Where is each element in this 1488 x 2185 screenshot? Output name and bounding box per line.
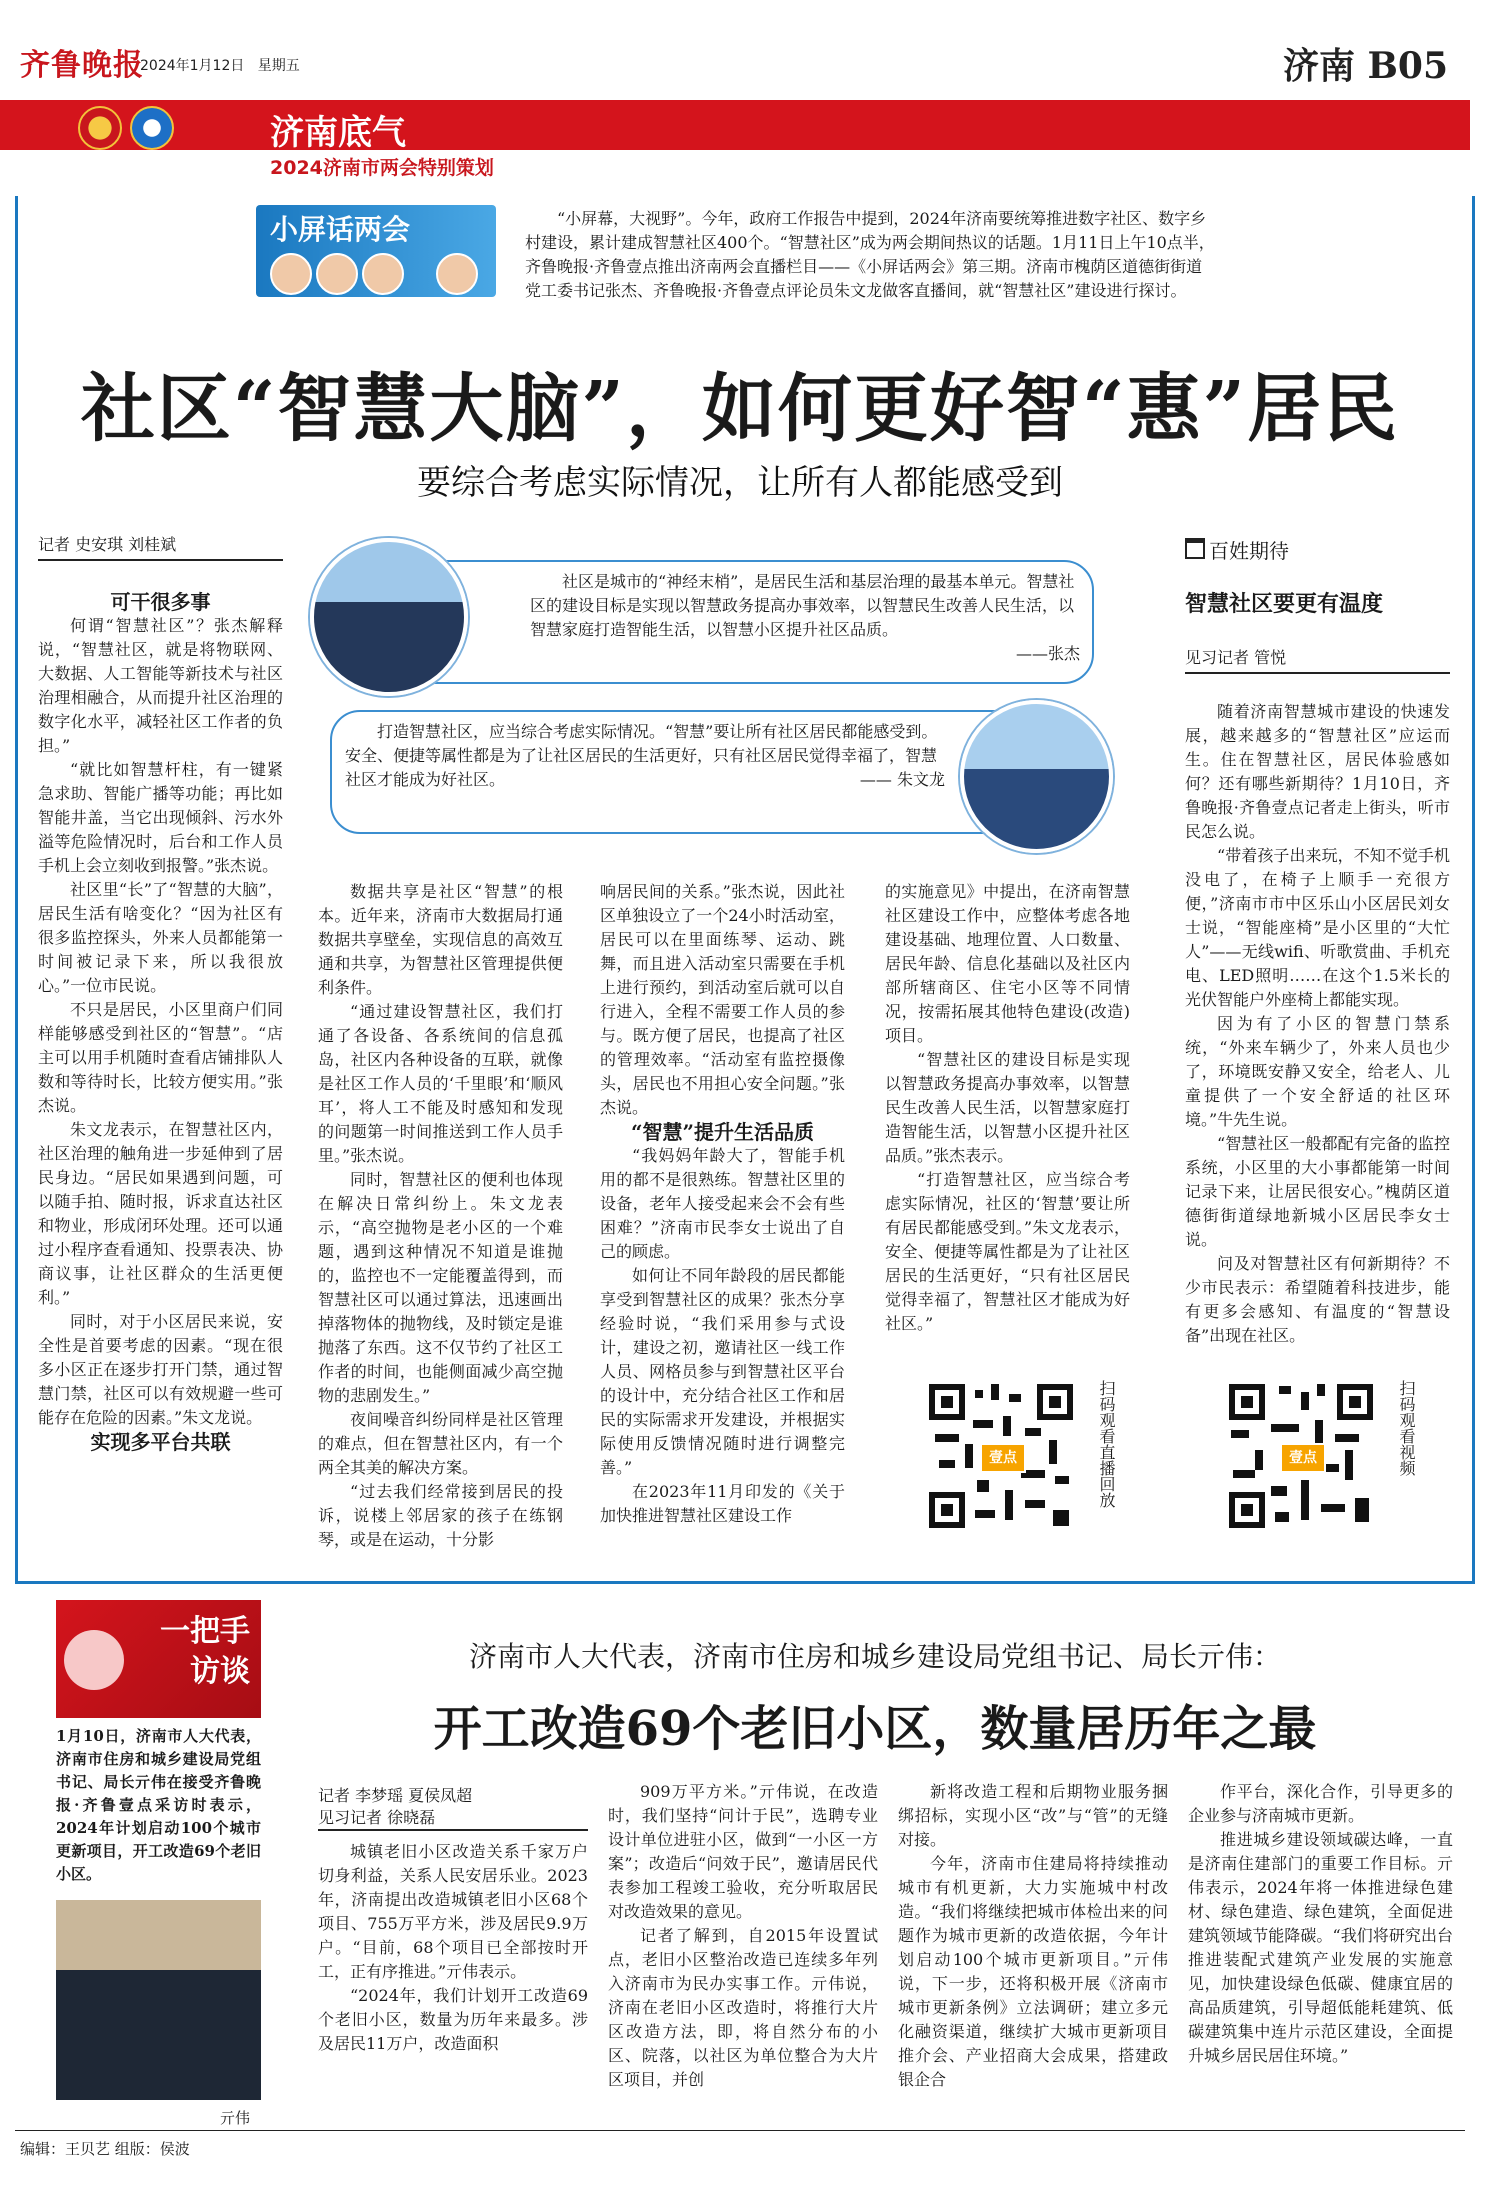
national-emblem-icon — [78, 106, 122, 150]
paragraph: “智慧社区的建设目标是实现以智慧政务提高办事效率，以智慧民生改善人民生活，以智慧家庭打造智能生活，以智慧小区提升社区品质。”张杰表示。 — [885, 1050, 1130, 1165]
paragraph: 响居民间的关系。”张杰说，因此社区单独设立了一个24小时活动室，居民可以在里面练琴、运动、跳舞，而且进入活动室只需要在手机上进行预约，到活动室后就可以自行进入，全程不需要工作人员的参与。既方便了居民，也提高了社区的管理效率。“活动室有监控摄像头，居民也不用担心安全问题。”张杰说。 — [600, 882, 845, 1117]
paragraph: 如何让不同年龄段的居民都能享受到智慧社区的成果？张杰分享经验时说，“我们采用参与式设计，建设之初，邀请社区一线工作人员、网格员参与到智慧社区平台的设计中，充分结合社区工作和居民的实际需求开发建设，并根据实际使用反馈情况随时进行调整完善。” — [600, 1266, 845, 1477]
paragraph: “过去我们经常接到居民的投诉，说楼上邻居家的孩子在练钢琴，或是在运动，十分影 — [318, 1482, 563, 1549]
quote-zhuwenlong-author: —— 朱文龙 — [859, 770, 945, 789]
paragraph: “我妈妈年龄大了，智能手机用的都不是很熟练。智慧社区里的设备，老年人接受起来会不会有些困难？”济南市民李女士说出了自己的顾虑。 — [600, 1146, 845, 1261]
bottom-column-2 — [608, 1780, 878, 2092]
bottom-headline: 开工改造69个老旧小区，数量居历年之最 — [433, 1701, 1317, 1757]
paragraph: “2024年，我们计划开工改造69个老旧小区，数量为历年来最多。涉及居民11万户，改造面积 — [318, 1986, 588, 2053]
paragraph: 随着济南智慧城市建设的快速发展，越来越多的“智慧社区”应运而生。住在智慧社区，居民体验感如何？还有哪些新期待？1月10日，齐鲁晚报·齐鲁壹点记者走上街头，听市民怎么说。 — [1185, 702, 1450, 841]
editors-credit: 编辑：王贝艺 组版：侯波 — [20, 2140, 190, 2158]
paragraph: 今年，济南市住建局将持续推动城市有机更新，大力实施城中村改造。“我们将继续把城市体检出来的问题作为城市更新的改造依据，今年计划启动100个城市更新项目。”亓伟说，下一步，还将积极开展《济南市城市更新条例》立法调研；建立多元化融资渠道，继续扩大城市更新项目推介会、产业招商大会成果，搭建政银企合 — [898, 1854, 1168, 2089]
main-headline: 社区“智慧大脑”，如何更好智“惠”居民 — [80, 366, 1400, 452]
bottom-reporters — [318, 1785, 588, 1831]
host-avatar-icon — [270, 253, 312, 295]
portrait-zhangjie — [310, 538, 468, 696]
guest-avatar-icon — [362, 253, 404, 295]
qr-label-video: 扫码观看视频 — [1397, 1380, 1416, 1476]
paragraph: 记者了解到，自2015年设置试点，老旧小区整治改造已连续多年列入济南市为民办实事工作。亓伟说，济南在老旧小区改造时，将推行大片区改造方法，即，将自然分布的小区、院落，以社区为单位整合为大片区项目，并创 — [608, 1926, 878, 2089]
paragraph: 因为有了小区的智慧门禁系统，“外来车辆少了，外来人员也少了，环境既安静又安全，给老人、儿童提供了一个安全舒适的社区环境。”牛先生说。 — [1185, 1014, 1450, 1129]
bottom-column-1 — [318, 1840, 588, 2056]
paragraph: 的实施意见》中提出，在济南智慧社区建设工作中，应整体考虑各地建设基础、地理位置、人口数量、居民年龄、信息化基础以及社区内部所辖商区、住宅小区等不同情况，按需拓展其他特色建设(改造)项目。 — [885, 882, 1130, 1045]
quote-zhangjie — [530, 570, 1080, 666]
section-subheading: 可干很多事 — [110, 590, 211, 614]
paragraph: 同时，对于小区居民来说，安全性是首要考虑的因素。“现在很多小区正在逐步打开门禁，通过智慧门禁，社区可以有效规避一些可能存在危险的因素。”朱文龙说。 — [38, 1312, 283, 1427]
issue-weekday: 星期五 — [257, 58, 300, 74]
paragraph: 问及对智慧社区有何新期待？不少市民表示：希望随着科技进步，能有更多会感知、有温度的“智慧设备”出现在社区。 — [1185, 1254, 1450, 1345]
microphone-icon — [64, 1630, 124, 1690]
reporters-byline: 记者 史安琪 刘桂斌 — [38, 532, 283, 561]
portrait-zhuwenlong — [960, 700, 1113, 853]
footer-rule — [15, 2130, 1465, 2131]
paragraph: 朱文龙表示，在智慧社区内，社区治理的触角进一步延伸到了居民身边。“居民如果遇到问题，可以随手拍、随时报，诉求直达社区和物业，形成闭环处理。还可以通过小程序查看通知、投票表决、协商议事，让社区群众的生活更便利。” — [38, 1120, 283, 1307]
expect-byline: 见习记者 管悦 — [1185, 645, 1450, 674]
paragraph: 推进城乡建设领域碳达峰，一直是济南住建部门的重要工作目标。亓伟表示，2024年将一体推进绿色建材、绿色建造、绿色建筑，全面促进建筑领域节能降碳。“我们将研究出台推进装配式建筑产业发展的实施意见，加快建设绿色低碳、健康宜居的高品质建筑，引导超低能耗建筑、低碳建筑集中连片示范区建设，全面提升城乡居民居住环境。” — [1188, 1830, 1453, 2065]
paragraph: 夜间噪音纠纷同样是社区管理的难点，但在智慧社区内，有一个两全其美的解决方案。 — [318, 1410, 563, 1477]
article-column-3 — [600, 880, 845, 1528]
quote-zhuwenlong — [345, 720, 945, 792]
leader-summary: 1月10日，济南市人大代表，济南市住房和城乡建设局党组书记、局长亓伟在接受齐鲁晚报·齐鲁壹点采访时表示，2024年计划启动100个城市更新项目，开工改造69个老旧小区。 — [56, 1727, 261, 1883]
quote-zhangjie-text: 社区是城市的“神经末梢”，是居民生活和基层治理的最基本单元。智慧社区的建设目标是实现以智慧政务提高办事效率，以智慧民生改善人民生活，以智慧家庭打造智能生活，以智慧小区提升社区品质。 — [530, 572, 1075, 639]
section-subheading: 实现多平台共联 — [90, 1430, 231, 1454]
section-marker-icon — [1185, 538, 1205, 559]
paragraph: 数据共享是社区“智慧”的根本。近年来，济南市大数据局打通数据共享壁垒，实现信息的高效互通和共享，为智慧社区管理提供便利条件。 — [318, 882, 563, 997]
special-plan-label: 2024济南市两会特别策划 — [270, 157, 494, 179]
qr-badge-logo: 壹点 — [1280, 1443, 1326, 1473]
paragraph: 何谓“智慧社区”？张杰解释说，“智慧社区，就是将物联网、大数据、人工智能等新技术与社区治理相融合，从而提升社区治理的数字化水平，减轻社区工作者的负担。” — [38, 616, 283, 755]
paragraph: 在2023年11月印发的《关于加快推进智慧社区建设工作 — [600, 1482, 845, 1525]
issue-date: 2024年1月12日 — [140, 58, 245, 74]
paragraph: “带着孩子出来玩，不知不觉手机没电了，在椅子上顺手一充很方便，”济南市市中区乐山小区居民刘女士说，“智能座椅”是小区里的“大忙人”——无线wifi、听歌赏曲、手机充电、LED照明……在这个1.5米长的光伏智能户外座椅上都能实现。 — [1185, 846, 1450, 1009]
paragraph: 作平台，深化合作，引导更多的企业参与济南城市更新。 — [1188, 1782, 1453, 1825]
article-column-2 — [318, 880, 563, 1552]
quote-zhangjie-author: ——张杰 — [1015, 644, 1080, 663]
article-column-1 — [38, 590, 283, 1454]
speaker-line: 济南市人大代表，济南市住房和城乡建设局党组书记、局长亓伟： — [468, 1640, 1281, 1673]
paper-logo: 齐鲁晚报 — [20, 48, 144, 83]
host-avatar-icon — [436, 253, 478, 295]
expect-section-label — [1185, 535, 1289, 564]
section-subheading: “智慧”提升生活品质 — [630, 1120, 814, 1144]
cppcc-emblem-icon — [130, 106, 174, 150]
paragraph: 社区里“长”了“智慧的大脑”，居民生活有啥变化？“因为社区有很多监控探头，外来人员都能第一时间被记录下来，所以我很放心。”一位市民说。 — [38, 880, 283, 995]
series-logo-text: 小屏话两会 — [270, 213, 411, 246]
photo-caption: 亓伟 — [220, 2109, 251, 2127]
paragraph: “通过建设智慧社区，我们打通了各设备、各系统间的信息孤岛，社区内各种设备的互联，就像是社区工作人员的‘千里眼’和‘顺风耳’，将人工不能及时感知和发现的问题第一时间推送到工作人员手里。”张杰说。 — [318, 1002, 563, 1165]
photo-qiwei — [56, 1900, 261, 2100]
paragraph: “就比如智慧杆柱，有一键紧急求助、智能广播等功能；再比如智能井盖，当它出现倾斜、污水外溢等危险情况时，后台和工作人员手机上会立刻收到报警。”张杰说。 — [38, 760, 283, 875]
sub-headline: 要综合考虑实际情况，让所有人都能感受到 — [417, 463, 1063, 503]
interview-logo-text: 一把手访谈 — [160, 1614, 250, 1689]
quote-zhuwenlong-text: 打造智慧社区，应当综合考虑实际情况。“智慧”要让所有社区居民都能感受到。安全、便捷等属性都是为了让社区居民的生活更好，只有社区居民觉得幸福了，智慧社区才能成为好社区。 — [345, 722, 938, 789]
paragraph: 城镇老旧小区改造关系千家万户切身利益，关系人民安居乐业。2023年，济南提出改造城镇老旧小区68个项目、755万平方米，涉及居民9.9万户。“目前，68个项目已全部按时开工，正有序推进。”亓伟表示。 — [318, 1842, 588, 1981]
guest-avatar-icon — [316, 253, 358, 295]
expect-label-text: 百姓期待 — [1209, 539, 1289, 563]
paragraph: 不只是居民，小区里商户们同样能够感受到社区的“智慧”。“店主可以用手机随时查看店铺排队人数和等待时长，比较方便实用。”张杰说。 — [38, 1000, 283, 1115]
article-column-4 — [885, 880, 1130, 1336]
date-line — [140, 55, 300, 75]
bottom-column-3 — [898, 1780, 1168, 2092]
paragraph: 909万平方米。”亓伟说，在改造时，我们坚持“问计于民”，选聘专业设计单位进驻小区，做到“一小区一方案”；改造后“问效于民”，邀请居民代表参加工程竣工验收，充分听取居民对改造效果的意见。 — [608, 1782, 878, 1921]
intro-paragraph: “小屏幕，大视野”。今年，政府工作报告中提到，2024年济南要统筹推进数字社区、数字乡村建设，累计建成智慧社区400个。“智慧社区”成为两会期间热议的话题。1月11日上午10点半，齐鲁晚报·齐鲁壹点推出济南两会直播栏目——《小屏话两会》第三期。济南市槐荫区道德街街道党工委书记张杰、齐鲁晚报·齐鲁壹点评论员朱文龙做客直播间，就“智慧社区”建设进行探讨。 — [525, 209, 1215, 300]
bottom-reporters-line1: 记者 李梦瑶 夏侯凤超 — [318, 1786, 473, 1805]
column-name: 济南底气 — [270, 113, 406, 153]
paragraph: “打造智慧社区，应当综合考虑实际情况，社区的‘智慧’要让所有居民都能感受到。”朱文龙表示，安全、便捷等属性都是为了让社区居民的生活更好，“只有社区居民觉得幸福了，智慧社区才能成为好社区。” — [885, 1170, 1130, 1333]
qr-label-live-replay: 扫码观看直播回放 — [1097, 1380, 1116, 1508]
bottom-column-4 — [1188, 1780, 1453, 2068]
qr-badge-logo: 壹点 — [980, 1443, 1026, 1473]
paragraph: 同时，智慧社区的便利也体现在解决日常纠纷上。朱文龙表示，“高空抛物是老小区的一个难题，遇到这种情况不知道是谁抛的，监控也不一定能覆盖得到，而智慧社区可以通过算法，迅速画出掉落物体的抛物线，及时锁定是谁抛落了东西。这不仅节约了社区工作者的时间，也能侧面减少高空抛物的悲剧发生。” — [318, 1170, 563, 1405]
expect-body — [1185, 700, 1450, 1348]
paragraph: 新将改造工程和后期物业服务捆绑招标，实现小区“改”与“管”的无缝对接。 — [898, 1782, 1168, 1849]
paragraph: “智慧社区一般都配有完备的监控系统，小区里的大小事都能第一时间记录下来，让居民很安心。”槐荫区道德街街道绿地新城小区居民李女士说。 — [1185, 1134, 1450, 1249]
city-page-label: 济南 B05 — [1282, 45, 1448, 87]
expect-title: 智慧社区要更有温度 — [1185, 591, 1384, 617]
bottom-reporters-line2: 见习记者 徐晓磊 — [318, 1808, 436, 1827]
section-banner — [0, 100, 1470, 150]
